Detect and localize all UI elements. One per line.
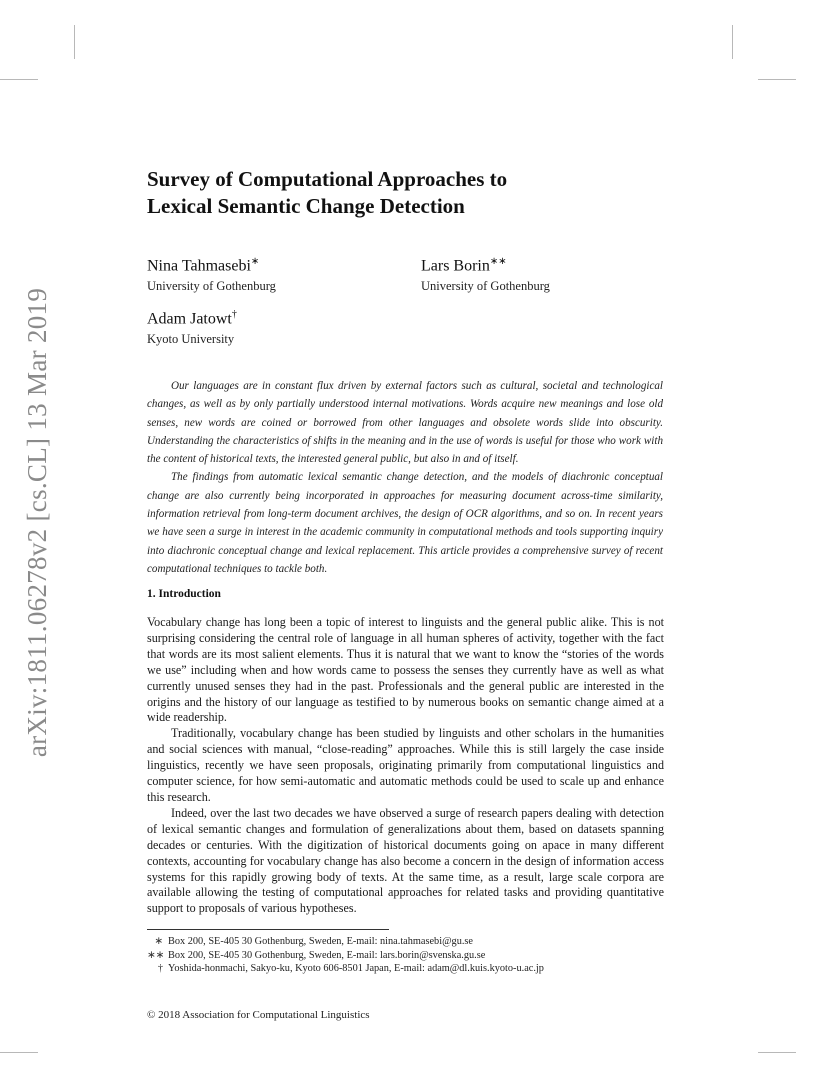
title-line: Lexical Semantic Change Detection	[147, 194, 465, 218]
footnotes	[147, 935, 667, 976]
author-name: Nina Tahmasebi∗	[147, 256, 260, 275]
author-block	[421, 252, 550, 295]
author-affiliation: University of Gothenburg	[421, 279, 550, 294]
footnote-text: Box 200, SE-405 30 Gothenburg, Sweden, E-mail: lars.borin@svenska.gu.se	[168, 949, 486, 961]
footnote-mark: †	[157, 963, 163, 975]
author-block	[147, 252, 276, 295]
crop-mark-right-lower	[758, 1052, 796, 1053]
footnote-mark: ∗∗	[147, 949, 165, 961]
author-affiliation: Kyoto University	[147, 332, 235, 347]
author-name: Adam Jatowt†	[147, 309, 237, 328]
author-mark: ∗	[250, 256, 260, 267]
abstract-paragraph: The findings from automatic lexical semantic change detection, and the models of diachronic conceptual change are also currently being incorporated in approaches for measuring document across-time similarity, information retrieval from long-term document archives, the design of OCR algorithms, and so on. In recent years we have seen a surge in interest in the academic community in computational methods and tools supporting inquiry into diachronic conceptual change and lexical replacement. This article provides a comprehensive survey of recent computational techniques to tackle both.	[147, 471, 663, 575]
body-paragraph: Indeed, over the last two decades we have observed a surge of research papers dealing with detection of lexical semantic changes and formulation of generalizations about them, based on datasets spanning decades or centuries. With the digitization of historical documents going on apace in many different contexts, accounting for vocabulary change has also become a concern in the design of information access systems for this rapidly growing body of texts. At the same time, as a result, large scale corpora are available allowing the testing of computational approaches for related tasks and providing quantitative support to proposals of various hypotheses.	[147, 805, 664, 916]
author-mark: †	[231, 309, 237, 320]
footnote-rule	[147, 929, 389, 930]
footnote-text: Yoshida-honmachi, Sakyo-ku, Kyoto 606-8501 Japan, E-mail: adam@dl.kuis.kyoto-u.ac.jp	[168, 963, 544, 975]
footnote	[147, 962, 667, 976]
author-name: Lars Borin∗∗	[421, 256, 507, 275]
footnote-text: Box 200, SE-405 30 Gothenburg, Sweden, E-mail: nina.tahmasebi@gu.se	[168, 936, 473, 947]
body-paragraph: Traditionally, vocabulary change has been studied by linguists and other scholars in the humanities and social sciences with manual, “close-reading” approaches. While this is still largely the case inside linguistics, recently we have seen proposals, originating primarily from computational linguistics and computer science, for how semi-automatic and automatic methods could be used to scale up and enhance this research.	[147, 726, 664, 804]
section-heading: 1. Introduction	[147, 588, 221, 600]
crop-mark-top-right	[732, 25, 733, 59]
author-mark: ∗∗	[489, 256, 507, 267]
crop-mark-top-left	[74, 25, 75, 59]
abstract	[147, 377, 663, 578]
abstract-paragraph: Our languages are in constant flux driven by external factors such as cultural, societal and technological changes, as well as by only partially understood internal motivations. Words acquire new meanings and lose old senses, new words are coined or borrowed from other languages and obsolete words slide into obscurity. Understanding the characteristics of shifts in the meaning and in the use of words is useful for those who work with the content of historical texts, the interested general public, but also in and of itself.	[147, 380, 663, 466]
crop-mark-right-upper	[758, 79, 796, 80]
title-line: Survey of Computational Approaches to	[147, 167, 508, 191]
footnote	[147, 949, 667, 963]
body-paragraph: Vocabulary change has long been a topic of interest to linguists and the general public alike. This is not surprising considering the central role of language in all human spheres of activity, together with the fact that words are its most salient elements. Thus it is natural that we want to know the “stories of the words we use” including when and how words came to possess the senses they currently have as well as what currently unused senses they had in the past. Professionals and the general public are interested in the origins and the history of our language as testified to by numerous books on semantic change aimed at a wide readership.	[147, 615, 664, 725]
author-affiliation: University of Gothenburg	[147, 279, 276, 294]
copyright-notice: © 2018 Association for Computational Linguistics	[147, 1009, 370, 1021]
author-block	[147, 305, 237, 348]
footnote-mark: ∗	[154, 936, 163, 947]
footnote	[147, 935, 667, 949]
body-text	[147, 615, 664, 917]
paper-title	[147, 166, 707, 220]
crop-mark-left-lower	[0, 1052, 38, 1053]
arxiv-identifier: arXiv:1811.06278v2 [cs.CL] 13 Mar 2019	[22, 287, 53, 757]
crop-mark-left-upper	[0, 79, 38, 80]
